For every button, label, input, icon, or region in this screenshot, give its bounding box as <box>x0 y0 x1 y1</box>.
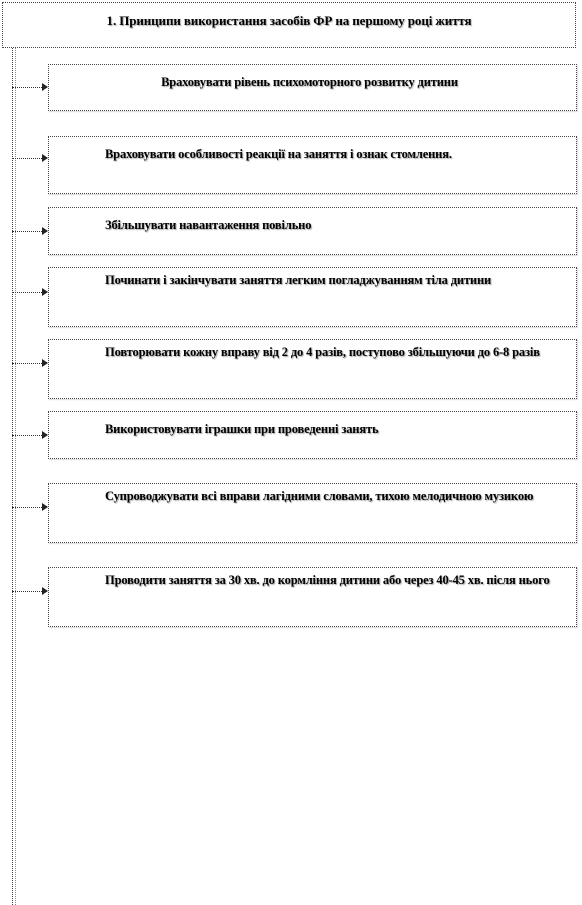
connector-arrow-1 <box>12 87 46 88</box>
connector-arrow-3 <box>12 231 46 232</box>
diagram-title-box <box>2 2 576 48</box>
step-box-5 <box>48 339 577 399</box>
vertical-connector-line <box>12 48 13 905</box>
step-box-3 <box>48 207 577 255</box>
step-label-2: Враховувати особливості реакції на заняття і ознак стомлення. <box>105 147 452 161</box>
step-box-4 <box>48 267 577 327</box>
diagram-title: 1. Принципи використання засобів ФР на першому році життя <box>106 13 472 28</box>
connector-arrow-4 <box>12 292 46 293</box>
vertical-connector-line-inner <box>15 48 16 905</box>
step-box-8 <box>48 567 577 627</box>
step-box-6 <box>48 411 577 459</box>
connector-arrow-6 <box>12 435 46 436</box>
step-box-7 <box>48 483 577 543</box>
step-label-8: Проводити заняття за 30 хв. до кормління дитини або через 40-45 хв. після нього <box>105 573 550 587</box>
step-label-7: Супроводжувати всі вправи лагідними словами, тихою мелодичною музикою <box>105 489 534 503</box>
step-label-5: Повторювати кожну вправу від 2 до 4 разів, поступово збільшуючи до 6-8 разів <box>105 345 540 359</box>
step-box-2 <box>48 136 577 194</box>
step-label-1: Враховувати рівень психомоторного розвитку дитини <box>161 75 458 89</box>
step-box-1 <box>48 64 577 111</box>
connector-arrow-5 <box>12 363 46 364</box>
connector-arrow-7 <box>12 507 46 508</box>
step-label-4: Починати і закінчувати заняття легким погладжуванням тіла дитини <box>105 273 492 287</box>
step-label-3: Збільшувати навантаження повільно <box>105 218 312 232</box>
connector-arrow-2 <box>12 158 46 159</box>
connector-arrow-8 <box>12 591 46 592</box>
step-label-6: Використовувати іграшки при проведенні занять <box>105 422 379 436</box>
